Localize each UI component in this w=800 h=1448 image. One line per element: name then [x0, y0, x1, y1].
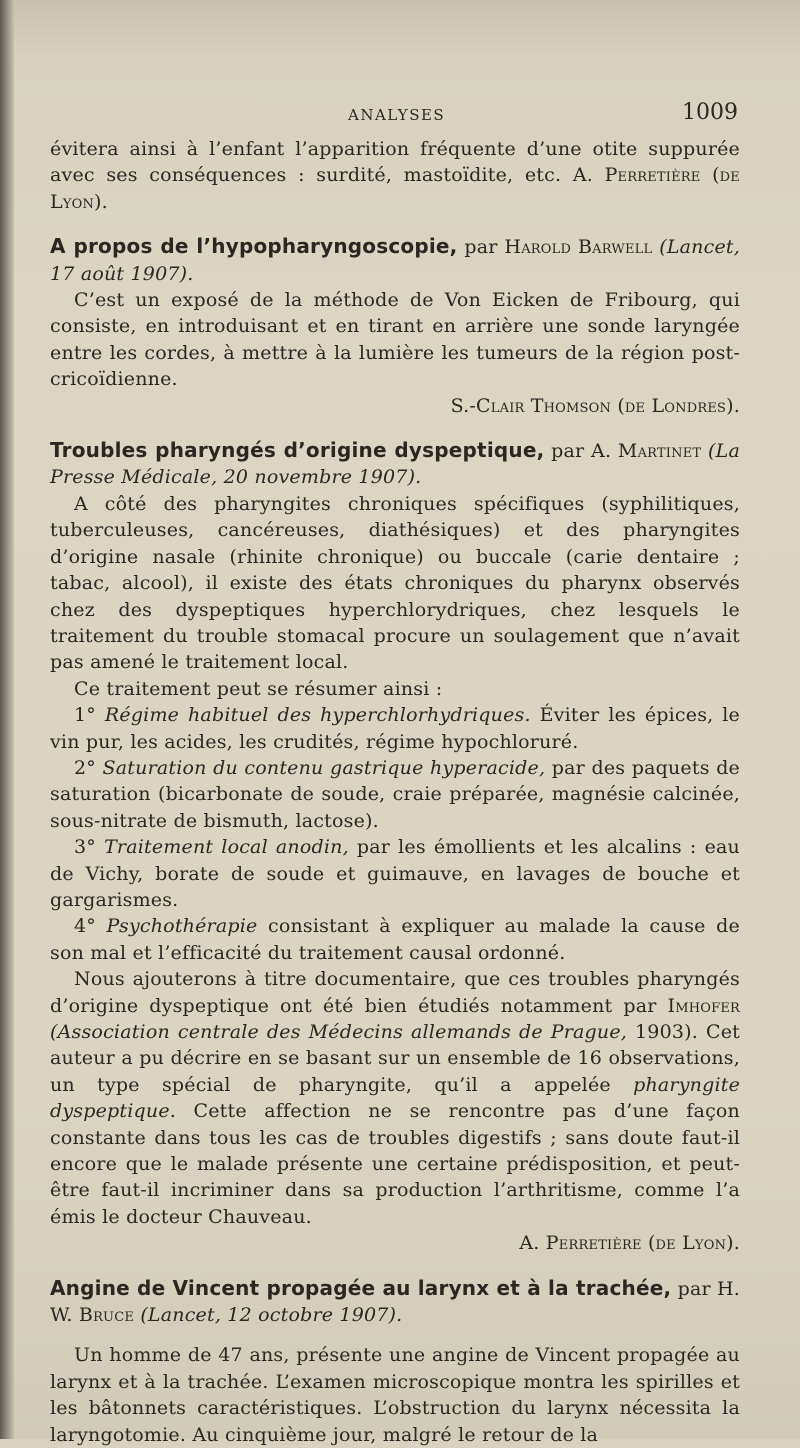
- carryover-paragraph: [50, 136, 740, 215]
- treatment-item-3-num: 3°: [74, 836, 96, 859]
- running-head: ANALYSES: [348, 106, 446, 124]
- article-1-source: (Lancet, 17 août 1907).: [50, 236, 740, 285]
- article-2-paragraph-3: [50, 966, 740, 1230]
- article-3-heading: [50, 1275, 740, 1329]
- treatment-item-4-num: 4°: [74, 915, 96, 938]
- treatment-item-2-num: 2°: [74, 756, 96, 779]
- article-2-paragraph-3-b: 1903). Cet auteur a pu décrire en se basant sur un ensemble de 16 observations, un type spécial de pharyngite, qu’il a appelée: [50, 1021, 740, 1096]
- treatment-item-3-label: Traitement local anodin,: [104, 836, 349, 859]
- page-binding-edge: [0, 0, 14, 1439]
- article-2-paragraph-2-text: Ce traitement peut se résumer ainsi :: [74, 677, 443, 700]
- treatment-item-2: [50, 755, 740, 834]
- article-2-paragraph-1-text: A côté des pharyngites chroniques spécifiques (syphilitiques, tuberculeuses, cancéreuses, diathésiques) et des pharyngites d’origine nasale (rhinite chronique) ou buccale (carie dentaire ; tabac, alcool), il existe des états chroniques du pharynx observés chez des dyspeptiques hyperchlorydriques, chez lesquels le traitement du trouble stomacal procure un soulagement que n’avait pas amené le traitement local.: [50, 492, 740, 674]
- article-2-heading: [50, 437, 740, 491]
- article-1-signature: S.-Clair Thomson (de Londres).: [450, 394, 740, 417]
- article-3-by: par H. W.: [50, 1277, 741, 1327]
- article-2-author: A. Martinet: [591, 440, 702, 463]
- article-1-author: Harold Barwell: [504, 236, 653, 259]
- article-1-title: A propos de l’hypopharyngoscopie,: [50, 234, 458, 259]
- article-2-paragraph-3-c: Cette affection ne se rencontre pas d’une façon constante dans tous les cas de troubles digestifs ; sans doute faut-il encore que le malade présente une certaine prédisposition, et peut-être faut-il incriminer dans sa production l’arthritisme, comme l’a émis le docteur Chauveau.: [50, 1100, 740, 1228]
- article-3-source: (Lancet, 12 octobre 1907).: [140, 1304, 403, 1327]
- treatment-item-1: [50, 702, 740, 755]
- article-2-paragraph-3-a: Nous ajouterons à titre documentaire, que ces troubles pharyngés d’origine dyspeptique ont été bien étudiés notamment par: [50, 968, 740, 1017]
- article-1-by: par: [464, 236, 498, 259]
- article-2-signature-line: [50, 1230, 740, 1256]
- article-3-body-text: Un homme de 47 ans, présente une angine de Vincent propagée au larynx et à la trachée. L’examen microscopique montra les spirilles et les bâtonnets caractéristiques. L’obstruction du larynx nécessita la laryngotomie. Au cinquième jour, malgré le retour de la: [50, 1344, 740, 1446]
- treatment-item-1-num: 1°: [74, 704, 96, 727]
- page-number: 1009: [682, 100, 738, 125]
- article-2-title: Troubles pharyngés d’origine dyspeptique,: [50, 438, 545, 463]
- article-1-heading: [50, 233, 740, 287]
- treatment-item-2-label: Saturation du contenu gastrique hyperacide,: [102, 756, 546, 779]
- article-1-body: [50, 287, 740, 393]
- carryover-signature: A. Perretière (de Lyon).: [50, 164, 740, 213]
- treatment-item-2-text: par des paquets de saturation (bicarbonate de soude, craie préparée, magnésie calcinée, sous-nitrate de bismuth, lactose).: [50, 756, 741, 832]
- page-header: [50, 100, 740, 136]
- article-3-title: Angine de Vincent propagée au larynx et à la trachée,: [50, 1275, 672, 1300]
- treatment-item-4-text: consistant à expliquer au malade la cause de son mal et l’efficacité du traitement causal ordonné.: [50, 915, 740, 964]
- treatment-item-1-text: Éviter les épices, le vin pur, les acides, les crudités, régime hypochloruré.: [50, 704, 740, 753]
- article-2-source: (La Presse Médicale, 20 novembre 1907).: [50, 440, 740, 489]
- carryover-text: évitera ainsi à l’enfant l’apparition fréquente d’une otite suppurée avec ses conséquences : surdité, mastoïdite, etc.: [50, 138, 740, 187]
- article-3-author: Bruce: [78, 1304, 135, 1327]
- article-1-body-text: C’est un exposé de la méthode de Von Eicken de Fribourg, qui consiste, en introduisant et en tirant en arrière une sonde laryngée entre les cordes, à mettre à la lumière les tumeurs de la région post-cricoïdienne.: [50, 289, 740, 391]
- article-2-paragraph-3-author: Imhofer: [667, 994, 740, 1017]
- treatment-item-3: [50, 834, 740, 913]
- treatment-item-3-text: par les émollients et les alcalins : eau de Vichy, borate de soude et guimauve, en lavages de bouche et gargarismes.: [50, 836, 740, 911]
- article-2-paragraph-2: [50, 676, 740, 702]
- page-content: [50, 100, 740, 1448]
- article-2-paragraph-3-term: pharyngite dyspeptique.: [50, 1073, 741, 1123]
- treatment-item-4: [50, 913, 740, 966]
- article-2-paragraph-3-source: (Association centrale des Médecins allemands de Prague,: [50, 1021, 628, 1043]
- article-1-signature-line: [50, 393, 740, 419]
- treatment-item-1-label: Régime habituel des hyperchlorhydriques.: [104, 704, 531, 727]
- article-2-signature: A. Perretière (de Lyon).: [519, 1232, 740, 1255]
- treatment-item-4-label: Psychothérapie: [106, 915, 258, 938]
- article-3-body: [50, 1342, 740, 1448]
- article-2-by: par: [551, 440, 585, 463]
- article-2-paragraph-1: [50, 491, 740, 676]
